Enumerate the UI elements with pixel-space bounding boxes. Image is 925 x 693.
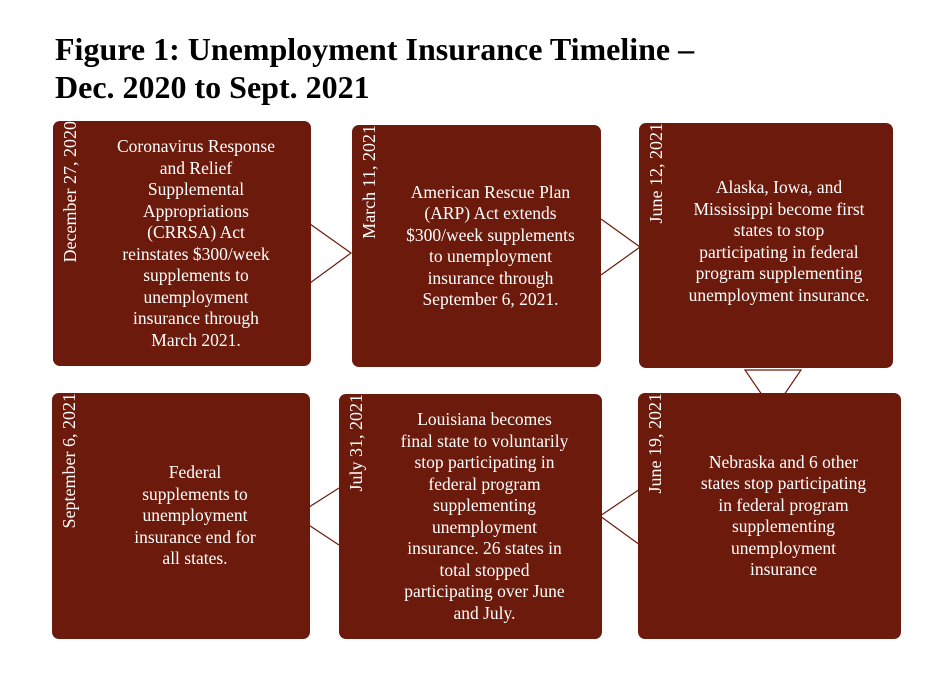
event-description: Alaska, Iowa, and Mississippi become first states to stop participating in federal program supplementing unemployment insurance. — [688, 177, 870, 305]
event-date: July 31, 2021 — [346, 394, 366, 492]
event-date: June 12, 2021 — [646, 123, 666, 224]
timeline-event-card — [638, 393, 901, 639]
arrow-connector-2 — [601, 219, 640, 275]
event-date: September 6, 2021 — [59, 393, 79, 529]
event-description: Nebraska and 6 other states stop participating in federal program supplementing unemployment insurance — [700, 451, 867, 579]
event-date: December 27, 2020 — [60, 121, 80, 263]
timeline-event-card — [639, 123, 893, 368]
timeline-event-card — [352, 125, 601, 367]
event-description: American Rescue Plan (ARP) Act extends $300/week supplements to unemployment insurance through September 6, 2021. — [406, 181, 575, 309]
event-date: March 11, 2021 — [359, 125, 379, 239]
event-date: June 19, 2021 — [645, 393, 665, 494]
title-line-1: Figure 1: Unemployment Insurance Timeline – — [55, 31, 695, 67]
event-description: Louisiana becomes final state to voluntarily stop participating in federal program supplementing unemployment insurance. 26 states in total stopped participating over June and July. — [400, 409, 569, 623]
event-description: Federal supplements to unemployment insurance end for all states. — [134, 462, 256, 569]
title-line-2: Dec. 2020 to Sept. 2021 — [55, 69, 370, 105]
arrow-connector-4 — [600, 489, 640, 545]
timeline-event-card — [52, 393, 310, 639]
event-description: Coronavirus Response and Relief Supplemental Appropriations (CRRSA) Act reinstates $300/week supplements to unemployment insurance through March 2021. — [117, 136, 275, 350]
timeline-event-card — [339, 394, 602, 639]
timeline-event-card — [53, 121, 311, 366]
arrow-connector-1 — [310, 224, 351, 283]
